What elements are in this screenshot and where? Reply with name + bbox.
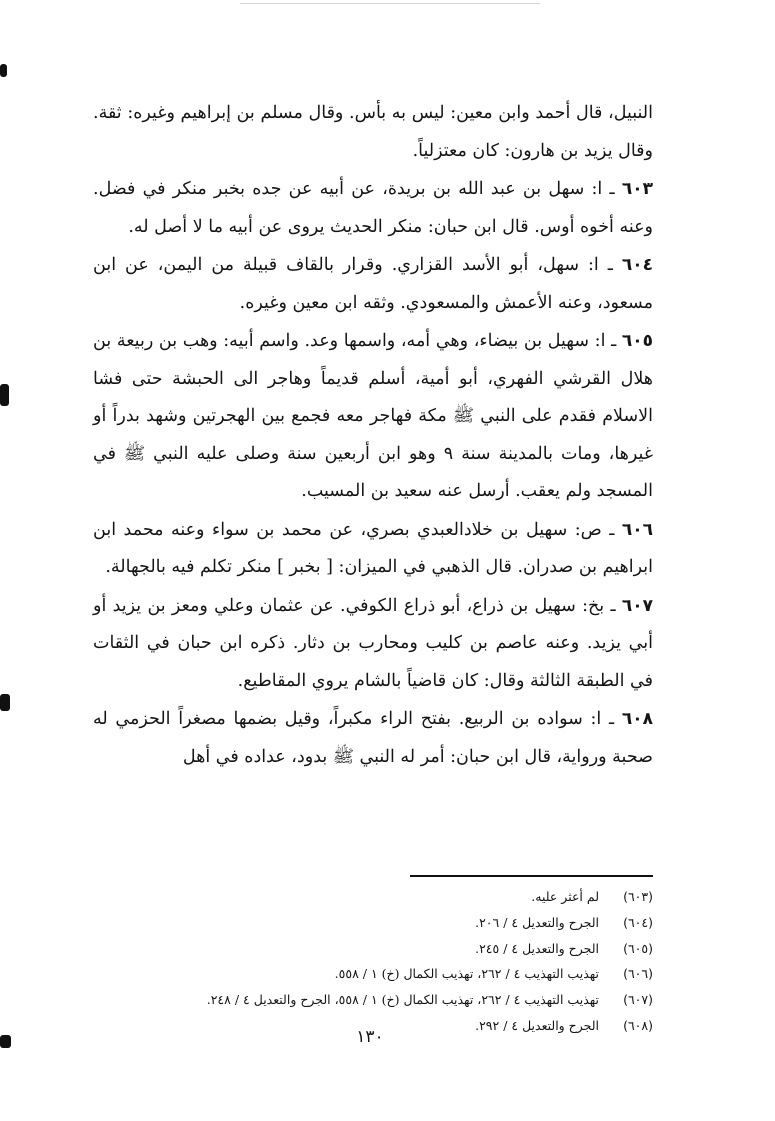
- footnote: [93, 884, 653, 910]
- footnote-text: الجرح والتعديل ٤ / ٢٩٢.: [475, 1017, 599, 1033]
- entry-text: ـ ا: سواده بن الربيع. بفتح الراء مكبراً، وقيل بضمها مصغراً الحزمي له صحبة ورواية، قال ابن حبان: أمر له النبي ﷺ بدود، عداده في أهل: [93, 709, 653, 767]
- footnote-number: (٦٠٧): [623, 992, 653, 1008]
- entry-number: ٦٠٤: [621, 255, 653, 275]
- footnotes: [93, 884, 653, 1039]
- entry-text: ـ ا: سهيل بن بيضاء، وهي أمه، واسمها وعد. واسم أبيه: وهب بن ربيعة بن هلال القرشي الفهري، أبو أمية، أسلم قديماً وهاجر الى الحبشة حتى فشا الاسلام فقدم على النبي ﷺ مكة فهاجر معه فجمع بين الهجرتين وشهد بدراً أو غيرها، ومات بالمدينة سنة ٩ وهو ابن أربعين سنة وصلى عليه النبي ﷺ في المسجد ولم يعقب. أرسل عنه سعيد بن المسيب.: [93, 331, 653, 501]
- entry-607: [93, 588, 653, 701]
- footnote-text: لم أعثر عليه.: [531, 889, 599, 904]
- footnote-number: (٦٠٥): [623, 940, 653, 956]
- footnote-number: (٦٠٨): [623, 1017, 653, 1033]
- footnote-text: تهذيب التهذيب ٤ / ٢٦٢، تهذيب الكمال (خ) ١ / ٥٥٨.: [334, 966, 599, 982]
- entry-number: ٦٠٨: [621, 709, 653, 729]
- entry-603: [93, 171, 653, 246]
- footnote-rule: [410, 875, 653, 877]
- footnote-number: (٦٠٤): [623, 914, 653, 930]
- footnote-text: الجرح والتعديل ٤ / ٢٠٦.: [475, 914, 599, 930]
- page-number: ١٣٠: [356, 1027, 384, 1047]
- footnote-number: (٦٠٦): [623, 966, 653, 982]
- margin-mark: [0, 64, 7, 77]
- footnote: [93, 961, 653, 987]
- margin-mark: [0, 694, 10, 711]
- entry-number: ٦٠٧: [621, 595, 653, 616]
- entry-604: [93, 247, 653, 322]
- footnote-text: الجرح والتعديل ٤ / ٢٤٥.: [475, 940, 599, 956]
- paragraph-text: النبيل، قال أحمد وابن معين: ليس به بأس. وقال مسلم بن إبراهيم وغيره: ثقة. وقال يزيد بن هارون: كان معتزلياً.: [93, 103, 653, 161]
- margin-mark: [0, 1035, 11, 1048]
- entry-text: ـ ا: سهل بن عبد الله بن بريدة، عن أبيه عن جده بخبر منكر في فضل. وعنه أخوه أوس. قال ابن حبان: منكر الحديث يروى عن أبيه ما لا أصل له.: [93, 179, 653, 237]
- footnote-text: تهذيب التهذيب ٤ / ٢٦٢، تهذيب الكمال (خ) ١ / ٥٥٨، الجرح والتعديل ٤ / ٢٤٨.: [206, 992, 599, 1008]
- top-rule: [240, 3, 540, 4]
- footnote: [93, 910, 653, 936]
- paragraph-continuation: [93, 95, 653, 170]
- entry-text: ـ ص: سهيل بن خلادالعبدي بصري، عن محمد بن سواء وعنه محمد ابن ابراهيم بن صدران. قال الذهبي في الميزان: [ بخبر ] منكر تكلم فيه بالجهالة.: [93, 519, 653, 577]
- entry-text: ـ ا: سهل، أبو الأسد القزاري. وقرار بالقاف قبيلة من اليمن، عن ابن مسعود، وعنه الأعمش والمسعودي. وثقه ابن معين وغيره.: [93, 255, 653, 313]
- entry-606: [93, 512, 653, 587]
- entry-number: ٦٠٥: [621, 331, 653, 351]
- main-text: [93, 95, 653, 776]
- footnote: [93, 936, 653, 962]
- entry-number: ٦٠٦: [621, 519, 653, 540]
- margin-mark: [0, 384, 9, 406]
- entry-605: [93, 323, 653, 511]
- footnote: [93, 987, 653, 1013]
- entry-text: ـ بخ: سهيل بن ذراع، أبو ذراع الكوفي. عن عثمان وعلي ومعز بن يزيد أو أبي يزيد. وعنه عاصم بن كليب ومحارب بن دثار. ذكره ابن حبان في الثقات في الطبقة الثالثة وقال: كان قاضياً بالشام يروي المقاطيع.: [93, 595, 653, 691]
- footnote-number: (٦٠٣): [623, 889, 653, 904]
- entry-number: ٦٠٣: [621, 179, 653, 199]
- entry-608: [93, 701, 653, 776]
